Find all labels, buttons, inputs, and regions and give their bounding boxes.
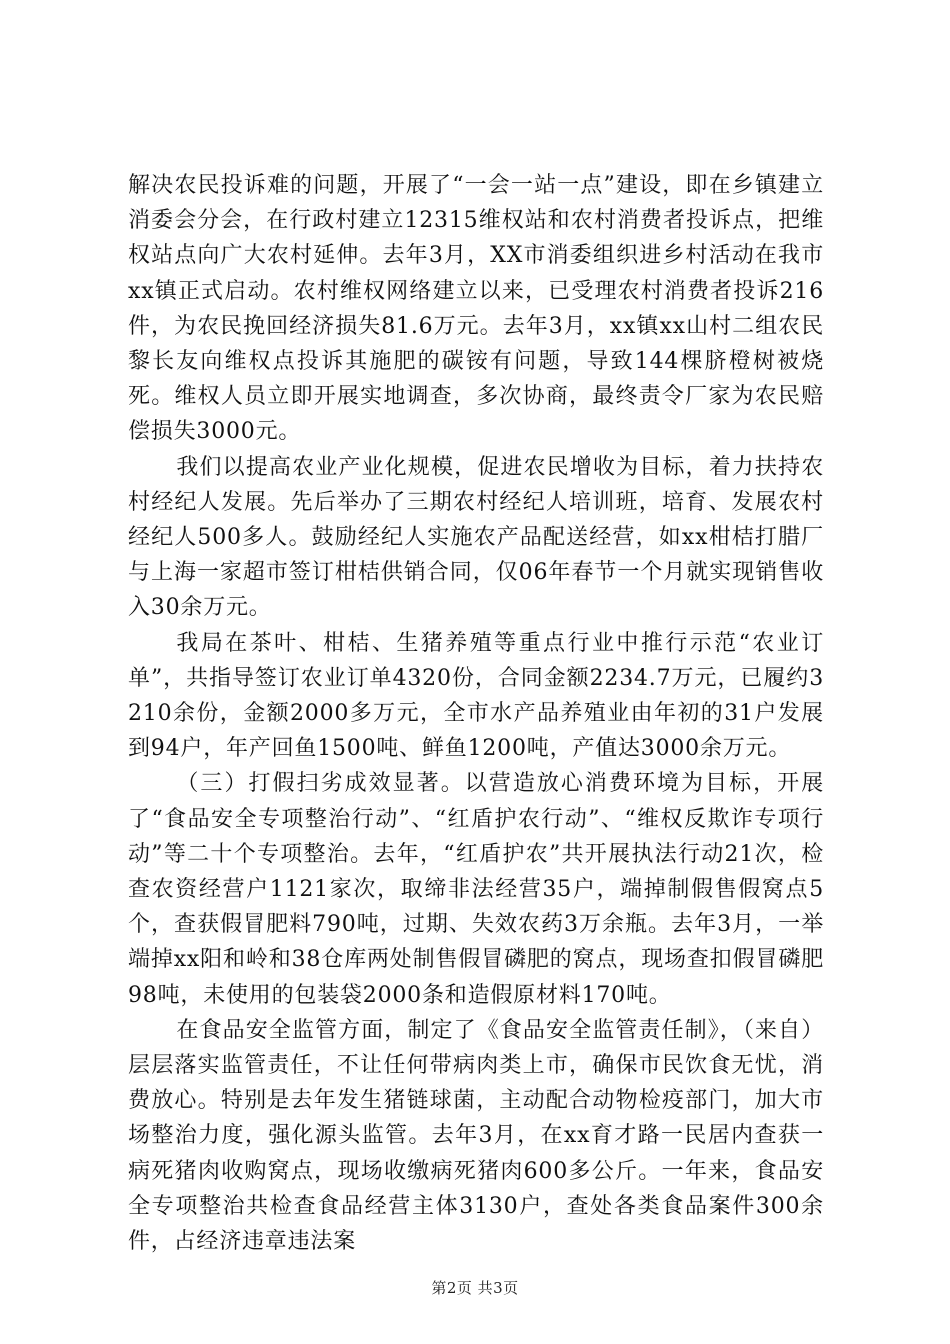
- paragraph-1: 解决农民投诉难的问题，开展了“一会一站一点”建设，即在乡镇建立消委会分会，在行政村建立12315维权站和农村消费者投诉点，把维权站点向广大农村延伸。去年3月，XX市消委组织进乡村活动在我市xx镇正式启动。农村维权网络建立以来，已受理农村消费者投诉216件，为农民挽回经济损失81.6万元。去年3月，xx镇xx山村二组农民黎长友向维权点投诉其施肥的碳铵有问题，导致144棵脐橙树被烧死。维权人员立即开展实地调查，多次协商，最终责令厂家为农民赔偿损失3000元。: [128, 173, 824, 445]
- paragraph-3: 我局在茶叶、柑桔、生猪养殖等重点行业中推行示范“农业订单”，共指导签订农业订单4320份，合同金额2234.7万元，已履约3210余份，金额2000多万元，全市水产品养殖业由年初的31户发展到94户，年产回鱼1500吨、鲜鱼1200吨，产值达3000余万元。: [128, 630, 824, 762]
- paragraph-2: 我们以提高农业产业化规模，促进农民增收为目标，着力扶持农村经纪人发展。先后举办了三期农村经纪人培训班，培育、发展农村经纪人500多人。鼓励经纪人实施农产品配送经营，如xx柑桔打腊厂与上海一家超市签订柑桔供销合同，仅06年春节一个月就实现销售收入30余万元。: [128, 454, 824, 621]
- paragraph-4: （三）打假扫劣成效显著。以营造放心消费环境为目标，开展了“食品安全专项整治行动”、“红盾护农行动”、“维权反欺诈专项行动”等二十个专项整治。去年，“红盾护农”共开展执法行动21次，检查农资经营户1121家次，取缔非法经营35户，端掉制假售假窝点5个，查获假冒肥料790吨，过期、失效农药3万余瓶。去年3月，一举端掉xx阳和岭和38仓库两处制售假冒磷肥的窝点，现场查扣假冒磷肥98吨，未使用的包装袋2000条和造假原材料170吨。: [128, 771, 824, 1008]
- paragraph-5: 在食品安全监管方面，制定了《食品安全监管责任制》，（来自）层层落实监管责任，不让任何带病肉类上市，确保市民饮食无忧，消费放心。特别是去年发生猪链球菌，主动配合动物检疫部门，加大市场整治力度，强化源头监管。去年3月，在xx育才路一民居内查获一病死猪肉收购窝点，现场收缴病死猪肉600多公斤。一年来，食品安全专项整治共检查食品经营主体3130户，查处各类食品案件300余件，占经济违章违法案: [128, 1017, 824, 1255]
- page-footer: 第2页 共3页: [431, 1279, 519, 1297]
- document-body: [128, 168, 824, 1259]
